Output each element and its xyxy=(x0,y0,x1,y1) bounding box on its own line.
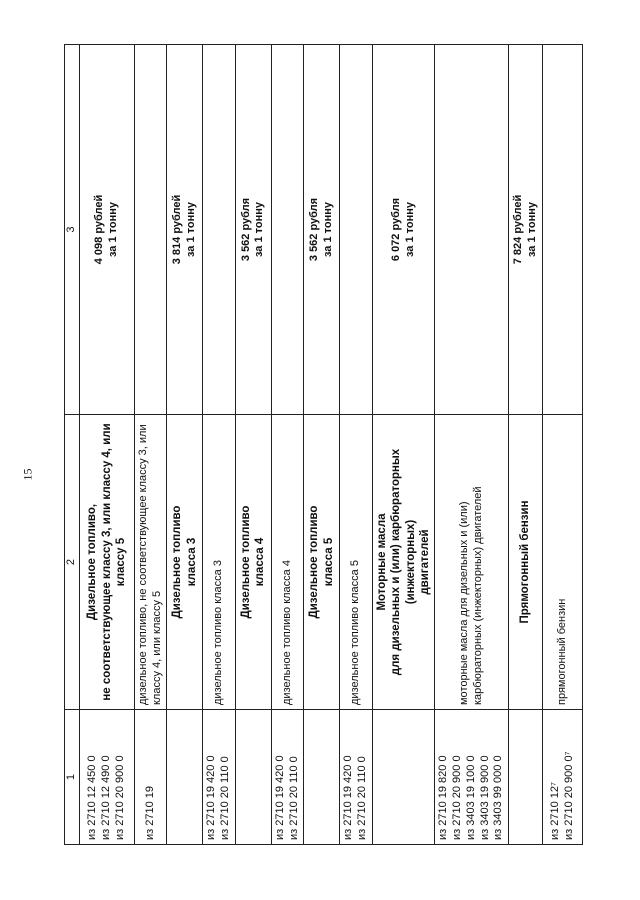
tariff-codes-cell xyxy=(340,710,373,845)
tariff-code: из 2710 19 420 0 xyxy=(273,755,286,840)
tariff-codes-cell xyxy=(372,710,435,845)
tax-rate: 4 098 рублей xyxy=(93,194,105,265)
product-description-cell xyxy=(134,415,167,710)
header-row xyxy=(65,45,80,845)
tariff-codes-cell xyxy=(271,710,304,845)
header-col-3: 3 xyxy=(65,45,80,415)
tariff-code: из 3403 19 100 0 xyxy=(464,755,477,840)
tariff-code: из 2710 20 110 0 xyxy=(219,756,231,840)
tax-rate-cell xyxy=(340,45,373,415)
tax-rate-cell xyxy=(167,45,203,415)
tax-rate-cell xyxy=(304,45,340,415)
tariff-codes-cell xyxy=(435,710,509,845)
tax-rate-cell xyxy=(435,45,509,415)
table-row xyxy=(167,45,203,845)
product-description-cell xyxy=(79,415,134,710)
product-description-cell xyxy=(340,415,373,710)
table-row xyxy=(235,45,271,845)
table-row xyxy=(79,45,134,845)
product-description-cell xyxy=(372,415,435,710)
table-row xyxy=(509,45,543,845)
tax-rate: за 1 тонну xyxy=(184,201,197,258)
product-heading: Дизельное топливо xyxy=(239,505,252,619)
page-number: 15 xyxy=(20,468,35,481)
tax-rate: 6 072 рубля xyxy=(389,197,402,262)
tax-rate-cell xyxy=(203,45,236,415)
table-row xyxy=(134,45,167,845)
product-heading: Прямогонный бензин xyxy=(519,500,532,624)
rotated-table-wrapper xyxy=(64,45,575,845)
tax-rate: за 1 тонну xyxy=(525,201,538,258)
tariff-codes-cell xyxy=(509,710,543,845)
tax-rate: 7 824 рублей xyxy=(511,194,524,265)
table-row xyxy=(271,45,304,845)
product-description-cell xyxy=(543,415,583,710)
tariff-code: из 2710 12⁷ xyxy=(548,782,561,840)
product-description: дизельное топливо класса 3 xyxy=(212,560,225,705)
product-description-cell xyxy=(304,415,340,710)
product-heading: для дизельных и (или) карбюраторных (инжекторных) xyxy=(390,448,417,676)
tariff-code: из 2710 19 820 0 xyxy=(437,755,450,840)
header-col-1: 1 xyxy=(65,710,80,845)
tax-rate-cell xyxy=(509,45,543,415)
product-heading: класса 3 xyxy=(185,537,198,587)
product-description-cell xyxy=(235,415,271,710)
product-description-cell xyxy=(203,415,236,710)
table-row xyxy=(304,45,340,845)
tariff-codes-cell xyxy=(134,710,167,845)
tariff-codes-cell xyxy=(304,710,340,845)
tariff-code: из 2710 19 xyxy=(143,785,156,840)
tariff-codes-cell xyxy=(235,710,271,845)
tariff-code: из 2710 20 900 0⁷ xyxy=(562,751,575,840)
table-row xyxy=(435,45,509,845)
tax-rate: за 1 тонну xyxy=(403,201,416,258)
tariff-codes-cell xyxy=(79,710,134,845)
tariff-code: из 2710 12 490 0 xyxy=(99,755,112,840)
product-heading: двигателей xyxy=(418,529,431,595)
tariff-code: из 2710 20 110 0 xyxy=(356,756,368,840)
tariff-code: из 2710 19 420 0 xyxy=(342,755,355,840)
product-heading: класса 4 xyxy=(254,537,267,587)
tariff-code: из 2710 19 420 0 xyxy=(205,755,218,840)
tariff-code: из 3403 19 900 0 xyxy=(478,755,491,840)
table-row xyxy=(340,45,373,845)
tax-rate: 3 562 рубля xyxy=(308,197,320,262)
tax-rate-cell xyxy=(79,45,134,415)
product-description-cell xyxy=(271,415,304,710)
product-heading: Дизельное топливо xyxy=(308,505,321,619)
tariff-codes-cell xyxy=(543,710,583,845)
tax-rate: 3 814 рублей xyxy=(171,194,183,265)
table-row xyxy=(543,45,583,845)
product-heading: Моторные масла xyxy=(375,513,388,611)
product-heading: не соответствующее классу 3, или классу 4, или классу 5 xyxy=(100,423,127,701)
header-col-2: 2 xyxy=(65,415,80,710)
tariff-code: из 3403 99 000 0 xyxy=(492,755,505,840)
tax-rate: за 1 тонну xyxy=(106,201,119,258)
tariff-code: из 2710 20 900 0 xyxy=(451,755,463,840)
tax-rate-cell xyxy=(235,45,271,415)
product-heading: Дизельное топливо, xyxy=(86,503,99,621)
tax-rate: 3 562 рубля xyxy=(239,197,252,262)
tax-rate-cell xyxy=(271,45,304,415)
product-description: дизельное топливо класса 4 xyxy=(280,560,293,705)
tax-rate-cell xyxy=(134,45,167,415)
tariff-code: из 2710 20 900 0 xyxy=(113,755,126,840)
tax-rate: за 1 тонну xyxy=(321,201,334,258)
tax-rate-cell xyxy=(372,45,435,415)
product-description: дизельное топливо класса 5 xyxy=(349,560,362,705)
tariff-code: из 2710 12 450 0 xyxy=(86,755,99,840)
table-row xyxy=(203,45,236,845)
tariff-codes-cell xyxy=(167,710,203,845)
excise-rates-table xyxy=(64,44,583,845)
product-description-cell xyxy=(435,415,509,710)
tax-rate: за 1 тонну xyxy=(253,201,266,258)
tariff-codes-cell xyxy=(203,710,236,845)
table-row xyxy=(372,45,435,845)
product-heading: класса 5 xyxy=(322,537,335,587)
tariff-code: из 2710 20 110 0 xyxy=(287,756,300,840)
product-description: прямогонный бензин xyxy=(555,598,568,705)
product-description: моторные масла для дизельных и (или) карбюраторных (инжекторных) двигателей xyxy=(457,486,484,705)
tax-rate-cell xyxy=(543,45,583,415)
product-description-cell xyxy=(509,415,543,710)
product-description: дизельное топливо, не соответствующее классу 3, или классу 4, или классу 5 xyxy=(136,424,163,705)
product-heading: Дизельное топливо xyxy=(171,505,184,619)
product-description-cell xyxy=(167,415,203,710)
